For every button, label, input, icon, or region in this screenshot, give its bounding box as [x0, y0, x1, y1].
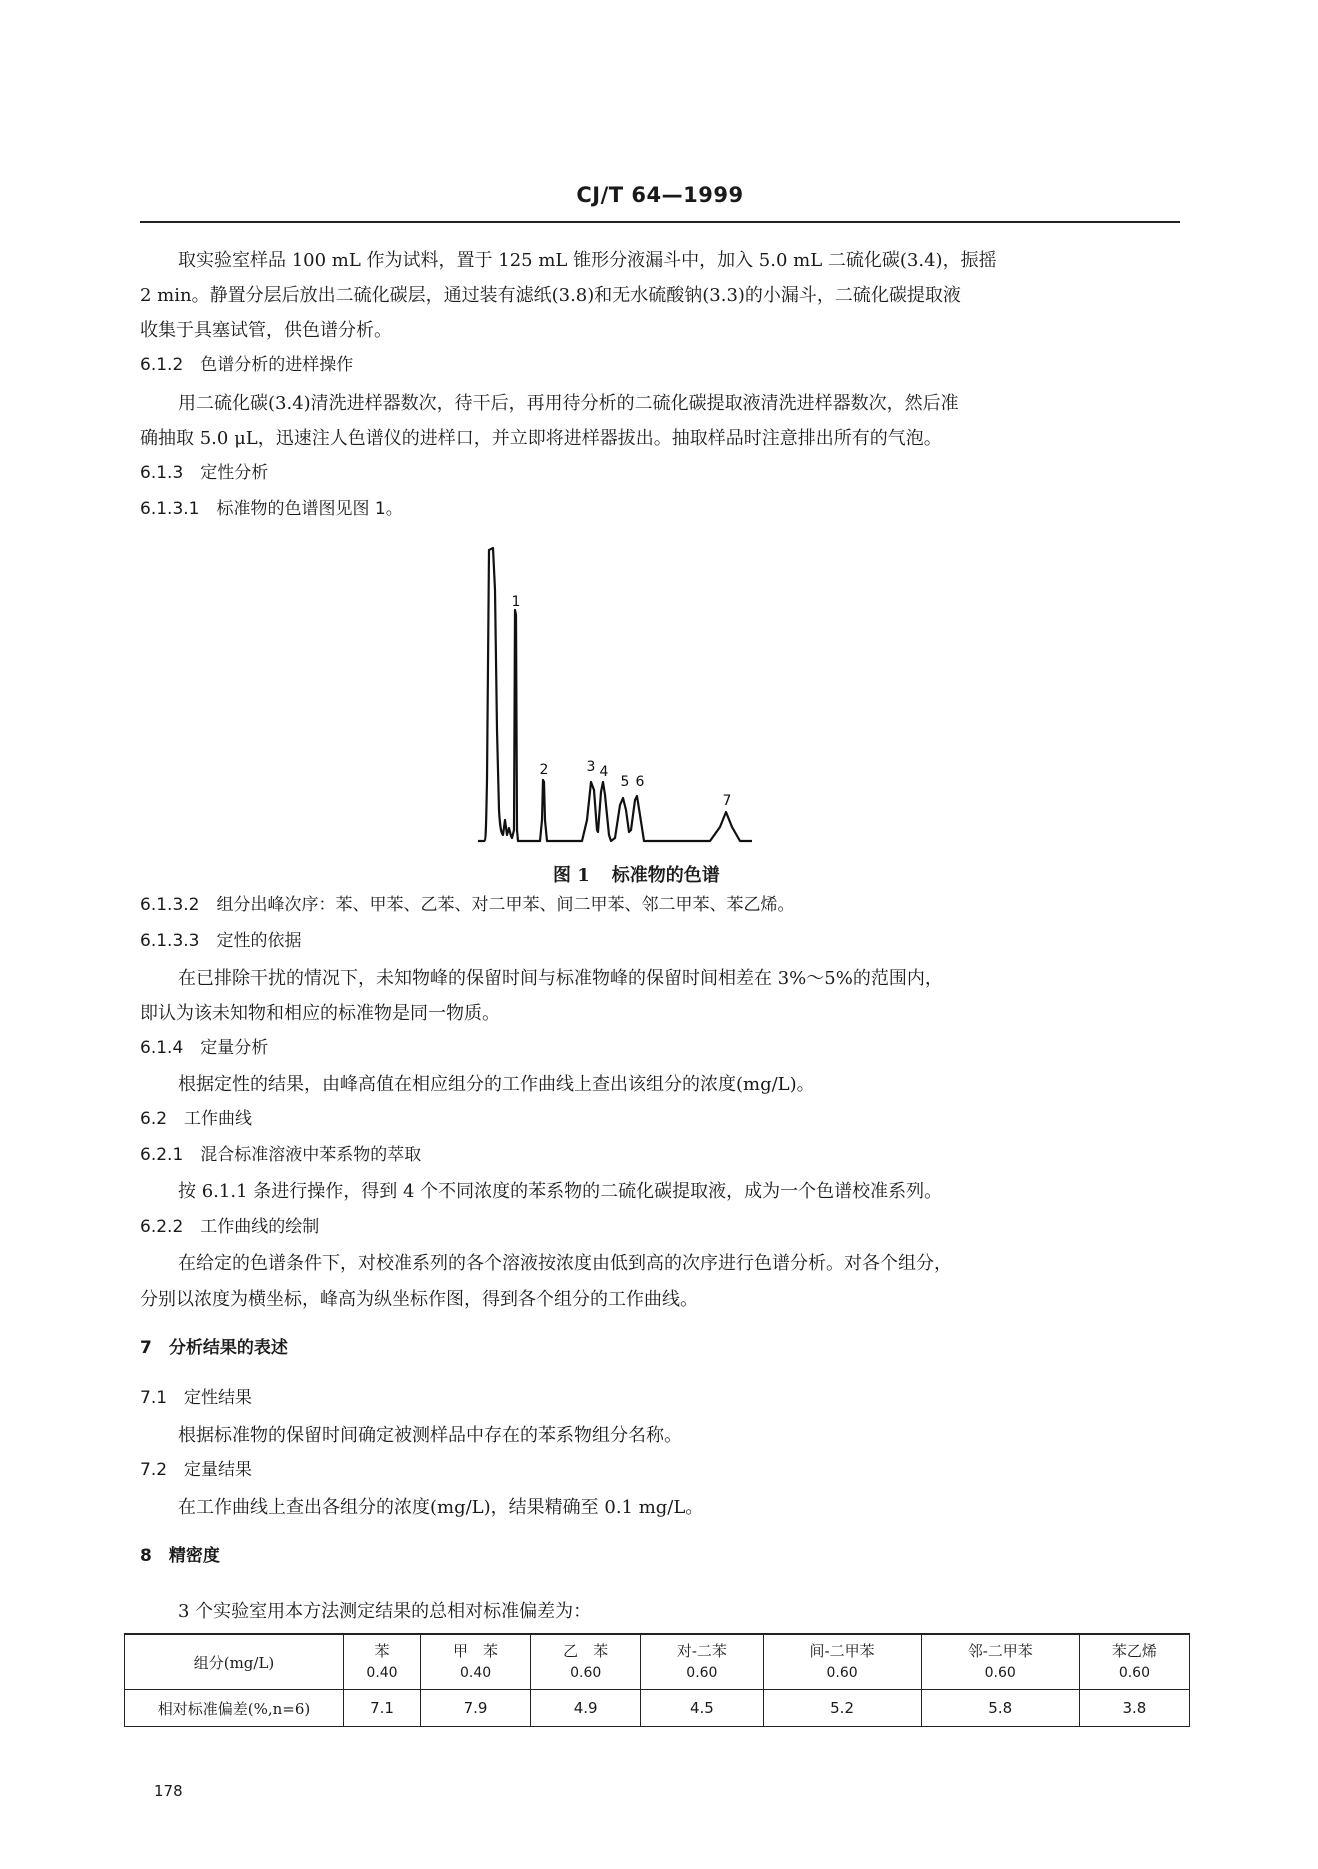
figure-title: 标准物的色谱	[611, 865, 720, 886]
section-heading-6-1-3-3: 6.1.3.3 定性的依据	[140, 931, 302, 951]
figure-caption	[553, 861, 742, 887]
table-column-cell	[421, 1634, 531, 1690]
peak-label: 7	[722, 793, 732, 809]
paragraph-line: 确抽取 5.0 μL，迅速注人色谱仪的进样口，并立即将进样器拔出。抽取样品时注意排出所有的气泡。	[140, 428, 942, 449]
component-name: 苯乙烯	[1111, 1642, 1157, 1660]
table-column-cell	[641, 1634, 763, 1690]
component-name: 邻-二甲苯	[967, 1642, 1033, 1660]
table-column-cell	[763, 1634, 921, 1690]
section-heading-8: 8 精密度	[140, 1546, 220, 1566]
peak-label: 6	[635, 774, 645, 790]
paragraph-line: 收集于具塞试管，供色谱分析。	[140, 320, 392, 341]
peak-label: 5	[620, 774, 630, 790]
paragraph-line: 根据标准物的保留时间确定被测样品中存在的苯系物组分名称。	[178, 1425, 682, 1446]
chromatogram-trace	[478, 548, 752, 841]
table-column-cell	[531, 1634, 641, 1690]
section-heading-6-1-2: 6.1.2 色谱分析的进样操作	[140, 355, 354, 375]
component-concentration: 0.60	[686, 1665, 718, 1681]
component-concentration: 0.60	[1118, 1665, 1150, 1681]
table-rsd-label: 相对标准偏差(%,n=6)	[125, 1690, 344, 1727]
component-name: 苯	[374, 1642, 390, 1660]
figure-number: 图 1	[553, 865, 590, 886]
peak-label: 1	[511, 594, 521, 610]
paragraph-line: 即认为该未知物和相应的标准物是同一物质。	[140, 1003, 500, 1024]
section-heading-7-1: 7.1 定性结果	[140, 1388, 253, 1408]
rsd-value: 4.5	[641, 1690, 763, 1727]
rsd-value: 4.9	[531, 1690, 641, 1727]
paragraph-line: 取实验室样品 100 mL 作为试料，置于 125 mL 锥形分液漏斗中，加入 5.0 mL 二硫化碳(3.4)，振摇	[178, 250, 997, 271]
rsd-value: 5.8	[921, 1690, 1079, 1727]
peak-label: 2	[539, 762, 549, 778]
section-heading-6-1-3-2: 6.1.3.2 组分出峰次序：苯、甲苯、乙苯、对二甲苯、间二甲苯、邻二甲苯、苯乙烯。	[140, 895, 795, 915]
table-header-label: 组分(mg/L)	[125, 1634, 344, 1690]
peak-label: 4	[599, 764, 609, 780]
section-heading-7-2: 7.2 定量结果	[140, 1460, 253, 1480]
rsd-value: 3.8	[1079, 1690, 1189, 1727]
paragraph-line: 3 个实验室用本方法测定结果的总相对标准偏差为：	[178, 1601, 592, 1622]
paragraph-line: 在工作曲线上查出各组分的浓度(mg/L)，结果精确至 0.1 mg/L。	[178, 1497, 704, 1518]
paragraph-line: 在已排除干扰的情况下，未知物峰的保留时间与标准物峰的保留时间相差在 3%～5%的范围内，	[178, 968, 943, 989]
section-heading-6-1-3-1: 6.1.3.1 标准物的色谱图见图 1。	[140, 499, 403, 519]
component-name: 乙 苯	[563, 1642, 609, 1660]
section-heading-6-2-2: 6.2.2 工作曲线的绘制	[140, 1217, 320, 1237]
chromatogram-figure	[470, 530, 830, 860]
component-name: 对-二苯	[676, 1642, 727, 1660]
component-concentration: 0.60	[570, 1665, 602, 1681]
component-name: 间-二甲苯	[809, 1642, 875, 1660]
section-heading-6-1-4: 6.1.4 定量分析	[140, 1038, 269, 1058]
peak-label: 3	[586, 759, 596, 775]
component-concentration: 0.40	[366, 1665, 398, 1681]
paragraph-line: 分别以浓度为横坐标，峰高为纵坐标作图，得到各个组分的工作曲线。	[140, 1289, 698, 1310]
section-heading-6-1-3: 6.1.3 定性分析	[140, 463, 269, 483]
rsd-value: 7.9	[421, 1690, 531, 1727]
table-column-cell	[921, 1634, 1079, 1690]
section-heading-6-2-1: 6.2.1 混合标准溶液中苯系物的萃取	[140, 1145, 422, 1165]
document-code-header: CJ/T 64—1999	[576, 183, 744, 207]
section-heading-6-2: 6.2 工作曲线	[140, 1109, 253, 1129]
paragraph-line: 根据定性的结果，由峰高值在相应组分的工作曲线上查出该组分的浓度(mg/L)。	[178, 1074, 815, 1095]
component-concentration: 0.60	[984, 1665, 1016, 1681]
section-heading-7: 7 分析结果的表述	[140, 1338, 288, 1358]
component-name: 甲 苯	[453, 1642, 499, 1660]
paragraph-line: 用二硫化碳(3.4)清洗进样器数次，待干后，再用待分析的二硫化碳提取液清洗进样器数次，然后准	[178, 393, 959, 414]
component-concentration: 0.60	[826, 1665, 858, 1681]
rsd-value: 5.2	[763, 1690, 921, 1727]
paragraph-line: 按 6.1.1 条进行操作，得到 4 个不同浓度的苯系物的二硫化碳提取液，成为一个色谱校准系列。	[178, 1181, 943, 1202]
table-column-cell	[344, 1634, 421, 1690]
page-number: 178	[154, 1782, 183, 1800]
paragraph-line: 在给定的色谱条件下，对校准系列的各个溶液按浓度由低到高的次序进行色谱分析。对各个组分，	[178, 1253, 952, 1274]
precision-table	[124, 1633, 1190, 1727]
paragraph-line: 2 min。静置分层后放出二硫化碳层，通过装有滤纸(3.8)和无水硫酸钠(3.3)的小漏斗，二硫化碳提取液	[140, 285, 961, 306]
component-concentration: 0.40	[459, 1665, 492, 1681]
table-column-cell	[1079, 1634, 1189, 1690]
rsd-value: 7.1	[344, 1690, 421, 1727]
